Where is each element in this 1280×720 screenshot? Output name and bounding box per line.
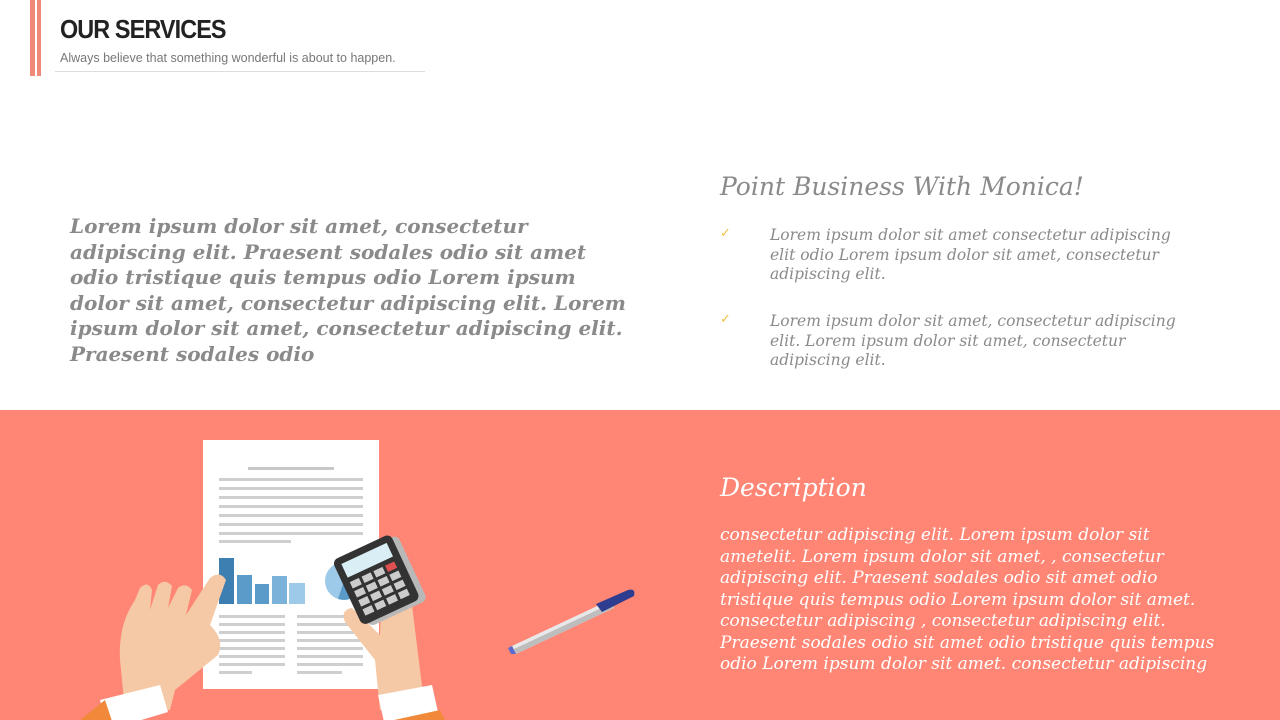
description-heading: Description	[720, 473, 867, 502]
bullet-text: Lorem ipsum dolor sit amet consectetur adipiscing elit odio Lorem ipsum dolor sit amet, consectetur adipiscing elit.	[770, 226, 1171, 283]
points-heading: Point Business With Monica!	[720, 172, 1084, 201]
page-subtitle: Always believe that something wonderful is about to happen.	[60, 51, 396, 65]
check-icon: ✓	[720, 312, 731, 327]
bullet-text: Lorem ipsum dolor sit amet, consectetur adipiscing elit. Lorem ipsum dolor sit amet, consectetur adipiscing elit.	[770, 312, 1176, 369]
check-icon: ✓	[720, 226, 731, 241]
left-hand-illustration	[80, 574, 226, 720]
title-divider	[55, 71, 425, 72]
pen-icon	[508, 590, 634, 654]
intro-paragraph: Lorem ipsum dolor sit amet, consectetur adipiscing elit. Praesent sodales odio sit amet odio tristique quis tempus odio Lorem ipsum dolor sit amet, consectetur adipiscing elit. Lorem ipsum dolor sit amet, consectetur adipiscing elit. Praesent sodales odio	[70, 214, 626, 366]
description-paragraph: consectetur adipiscing elit. Lorem ipsum dolor sit ametelit. Lorem ipsum dolor sit amet, , consectetur adipiscing elit. Praesent sodales odio sit amet odio tristique quis tempus odio Lorem ipsum dolor sit amet. consectetur adipiscing , consectetur adipiscing elit. Praesent sodales odio sit amet odio tristique quis tempus odio Lorem ipsum dolor sit amet. consectetur adipiscing	[720, 525, 1215, 674]
page-title: OUR SERVICES	[60, 14, 226, 44]
header-accent-bar	[30, 0, 35, 76]
document-illustration	[0, 410, 660, 720]
header-accent-bar-secondary	[37, 0, 41, 76]
